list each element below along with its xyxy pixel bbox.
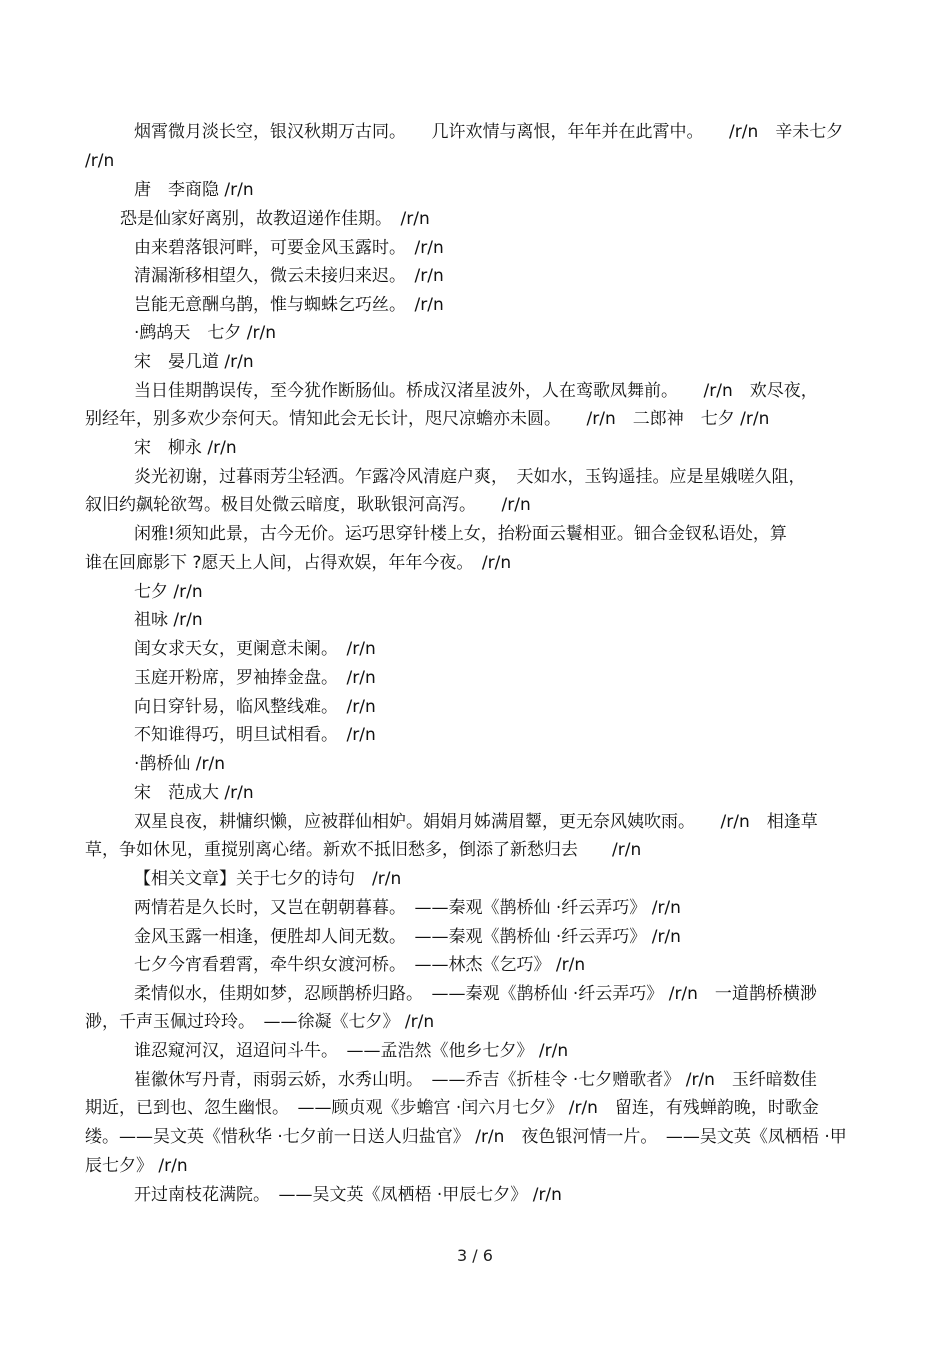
text-line: 期近，已到也、忽生幽恨。 ——顾贞观《步蟾宫 ·闰六月七夕》 /r/n 留连，有残蝉韵晚，时歌金 <box>85 1098 819 1118</box>
text-line: ·鹧鸪天 七夕 /r/n <box>134 323 277 343</box>
text-line: 开过南枝花满院。 ——吴文英《凤栖梧 ·甲辰七夕》 /r/n <box>134 1185 562 1205</box>
text-line: 烟霄微月淡长空，银汉秋期万古同。 几许欢情与离恨，年年并在此霄中。 /r/n 辛未七夕 <box>134 122 844 142</box>
text-line: 不知谁得巧，明旦试相看。 /r/n <box>134 725 376 745</box>
text-line: 崔徽休写丹青，雨弱云娇，水秀山明。 ——乔吉《折桂令 ·七夕赠歌者》 /r/n 玉纤暗数佳 <box>134 1070 817 1090</box>
text-line: 柔情似水，佳期如梦，忍顾鹊桥归路。 ——秦观《鹊桥仙 ·纤云弄巧》 /r/n 一道鹊桥横渺 <box>134 984 817 1004</box>
text-line: /r/n <box>85 151 115 171</box>
text-line: 清漏渐移相望久，微云未接归来迟。 /r/n <box>134 266 444 286</box>
text-line: 祖咏 /r/n <box>134 610 203 630</box>
text-line: 双星良夜，耕慵织懒，应被群仙相妒。娟娟月姊满眉颦，更无奈风姨吹雨。 /r/n 相逢草 <box>134 812 818 832</box>
text-line: 向日穿针易，临风整线难。 /r/n <box>134 697 376 717</box>
text-line: 缕。——吴文英《惜秋华 ·七夕前一日送人归盐官》 /r/n 夜色银河情一片。 ——吴文英《凤栖梧 ·甲 <box>85 1127 847 1147</box>
text-line: 由来碧落银河畔，可要金风玉露时。 /r/n <box>134 238 444 258</box>
text-line: 炎光初谢，过暮雨芳尘轻洒。乍露冷风清庭户爽， 天如水，玉钩遥挂。应是星娥嗟久阻， <box>134 467 806 487</box>
text-line: 闲雅!须知此景，古今无价。运巧思穿针楼上女，抬粉面云鬟相亚。钿合金钗私语处，算 <box>134 524 787 544</box>
text-line: 闺女求天女，更阑意未阑。 /r/n <box>134 639 376 659</box>
text-line: 谁忍窥河汉，迢迢问斗牛。 ——孟浩然《他乡七夕》 /r/n <box>134 1041 569 1061</box>
text-line: 岂能无意酬乌鹊，惟与蜘蛛乞巧丝。 /r/n <box>134 295 444 315</box>
text-line: 七夕今宵看碧霄，牵牛织女渡河桥。 ——林杰《乞巧》 /r/n <box>134 955 586 975</box>
text-line: ·鹊桥仙 /r/n <box>134 754 226 774</box>
text-line: 宋 范成大 /r/n <box>134 783 254 803</box>
text-line: 叙旧约飙轮欲驾。极目处微云暗度，耿耿银河高泻。 /r/n <box>85 495 531 515</box>
text-line: 草，争如休见，重搅别离心绪。新欢不抵旧愁多，倒添了新愁归去 /r/n <box>85 840 642 860</box>
text-line: 玉庭开粉席，罗袖捧金盘。 /r/n <box>134 668 376 688</box>
text-line: 宋 晏几道 /r/n <box>134 352 254 372</box>
text-line: 渺，千声玉佩过玲玲。 ——徐凝《七夕》 /r/n <box>85 1012 435 1032</box>
text-line: 金风玉露一相逢，便胜却人间无数。 ——秦观《鹊桥仙 ·纤云弄巧》 /r/n <box>134 927 681 947</box>
text-line: 宋 柳永 /r/n <box>134 438 237 458</box>
text-line: 【相关文章】关于七夕的诗句 /r/n <box>134 869 402 889</box>
text-line: 辰七夕》 /r/n <box>85 1156 188 1176</box>
page-number: 3 / 6 <box>457 1246 493 1265</box>
text-line: 别经年，别多欢少奈何天。情知此会无长计，咫尺凉蟾亦未圆。 /r/n 二郎神 七夕 /r/n <box>85 409 770 429</box>
text-line: 当日佳期鹊误传，至今犹作断肠仙。桥成汉渚星波外，人在鸾歌凤舞前。 /r/n 欢尽夜， <box>134 381 818 401</box>
text-line: 唐 李商隐 /r/n <box>134 180 254 200</box>
text-line: 恐是仙家好离别，故教迢递作佳期。 /r/n <box>120 209 430 229</box>
text-line: 两情若是久长时，又岂在朝朝暮暮。 ——秦观《鹊桥仙 ·纤云弄巧》 /r/n <box>134 898 681 918</box>
text-line: 谁在回廊影下 ?愿天上人间，占得欢娱，年年今夜。 /r/n <box>85 553 512 573</box>
text-line: 七夕 /r/n <box>134 582 203 602</box>
